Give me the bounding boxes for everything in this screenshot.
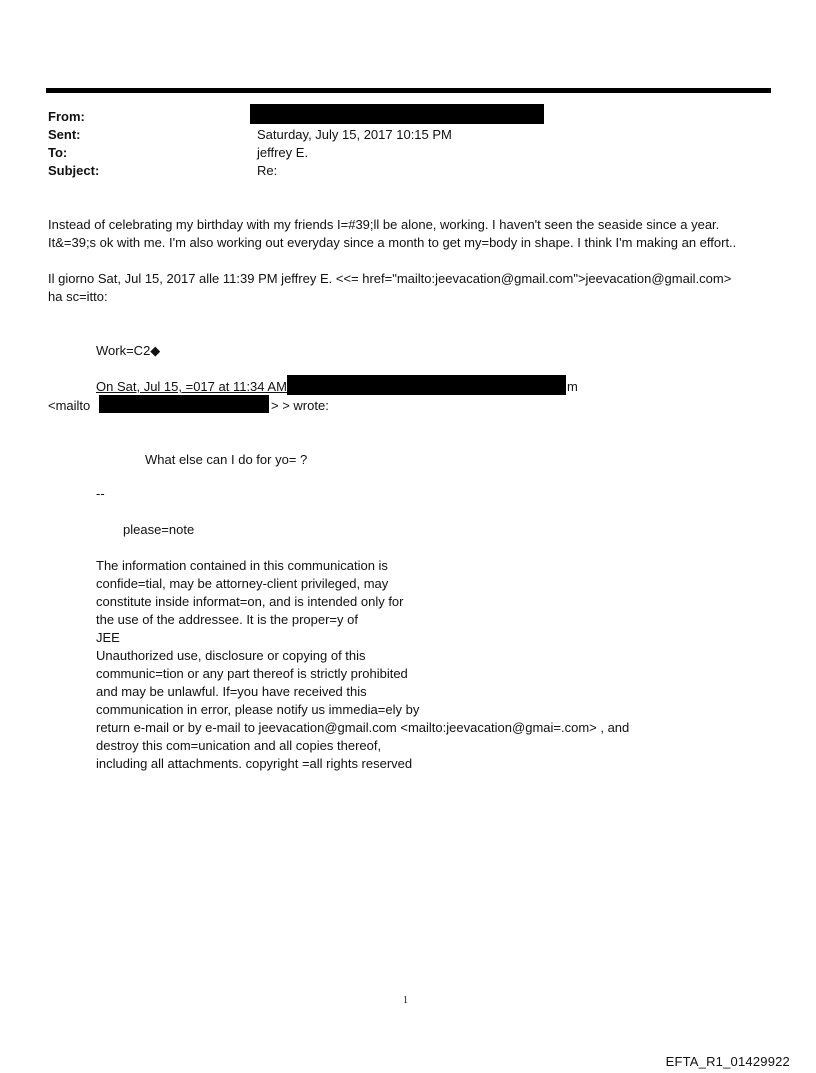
redacted-sender — [250, 104, 544, 124]
signature-dashes: -- — [96, 486, 105, 501]
body-line: Instead of celebrating my birthday with my friends I=#39;ll be alone, working. I haven't seen the seaside since a year. — [48, 217, 720, 232]
notice-line: and may be unlawful. If=you have received this — [96, 684, 367, 699]
notice-line: including all attachments. copyright =all rights reserved — [96, 756, 413, 771]
notice-line: Unauthorized use, disclosure or copying of this — [96, 648, 366, 663]
please-note: please=note — [123, 522, 195, 537]
to-label: To: — [48, 145, 68, 160]
from-label: From: — [48, 109, 85, 124]
quoted-header-tail: m — [567, 379, 578, 394]
header-rule — [46, 88, 771, 93]
notice-line: The information contained in this communication is — [96, 558, 388, 573]
redacted-mailto — [99, 395, 269, 413]
to-value: jeffrey E. — [257, 145, 309, 160]
body-line: ha sc=itto: — [48, 289, 108, 304]
body-line: Il giorno Sat, Jul 15, 2017 alle 11:39 PM jeffrey E. <<= href="mailto:jeevacation@gmail.com">jeevacation@gmail.com> — [48, 271, 732, 286]
notice-line: communication in error, please notify us immedia=ely by — [96, 702, 420, 717]
page-number: 1 — [403, 995, 408, 1006]
sent-label: Sent: — [48, 127, 81, 142]
subject-label: Subject: — [48, 163, 100, 178]
quoted-header: On Sat, Jul 15, =017 at 11:34 AM — [96, 379, 287, 394]
subject-value: Re: — [257, 163, 278, 178]
sent-value: Saturday, July 15, 2017 10:15 PM — [257, 127, 452, 142]
notice-line: return e-mail or by e-mail to jeevacation@gmail.com <mailto:jeevacation@gmai=.com> , and — [96, 720, 630, 735]
notice-line: constitute inside informat=on, and is intended only for — [96, 594, 404, 609]
notice-line: JEE — [96, 630, 120, 645]
notice-line: communic=tion or any part thereof is strictly prohibited — [96, 666, 408, 681]
mailto-prefix: <mailto — [48, 398, 91, 413]
body-line: It&=39;s ok with me. I'm also working out everyday since a month to get my=body in shape. I think I'm making an effort.. — [48, 235, 737, 250]
work-line: Work=C2◆ — [96, 343, 161, 358]
bates-number: EFTA_R1_01429922 — [665, 1054, 790, 1069]
notice-line: destroy this com=unication and all copies thereof, — [96, 738, 382, 753]
wrote-text: > > wrote: — [271, 398, 329, 413]
redacted-quoted-sender — [287, 375, 566, 395]
quoted-question: What else can I do for yo= ? — [145, 452, 308, 467]
notice-line: confide=tial, may be attorney-client privileged, may — [96, 576, 389, 591]
notice-line: the use of the addressee. It is the proper=y of — [96, 612, 358, 627]
